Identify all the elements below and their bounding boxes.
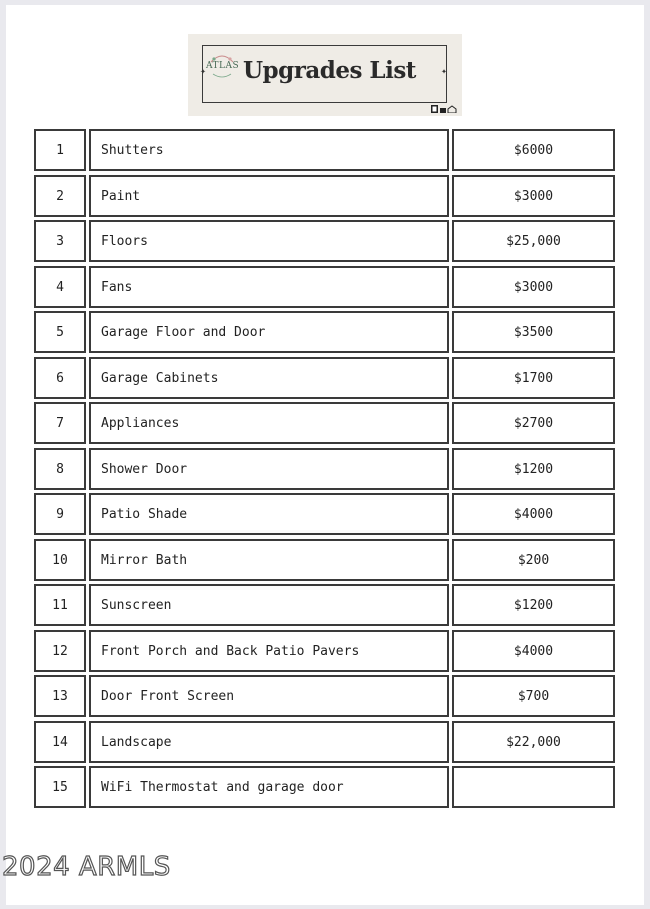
row-number: 7 [34, 402, 86, 444]
sparkle-icon: ✦ [200, 66, 207, 77]
row-number: 4 [34, 266, 86, 308]
row-item: Patio Shade [89, 493, 449, 535]
row-price: $4000 [452, 630, 615, 672]
row-number: 3 [34, 220, 86, 262]
row-price: $2700 [452, 402, 615, 444]
row-price: $4000 [452, 493, 615, 535]
table-row [0, 175, 650, 218]
row-item: Front Porch and Back Patio Pavers [89, 630, 449, 672]
row-item: Landscape [89, 721, 449, 763]
header-frame [202, 45, 447, 103]
row-item: Garage Cabinets [89, 357, 449, 399]
table-row [0, 766, 650, 809]
row-price: $25,000 [452, 220, 615, 262]
row-item: WiFi Thermostat and garage door [89, 766, 449, 808]
logo-text: ATLAS [206, 61, 240, 71]
row-item: Fans [89, 266, 449, 308]
row-number: 1 [34, 129, 86, 171]
header-banner [188, 34, 462, 116]
table-row [0, 539, 650, 582]
row-price: $22,000 [452, 721, 615, 763]
table-row [0, 630, 650, 673]
table-row [0, 675, 650, 718]
row-number: 9 [34, 493, 86, 535]
row-number: 11 [34, 584, 86, 626]
table-row [0, 220, 650, 263]
row-item: Paint [89, 175, 449, 217]
row-price: $3000 [452, 175, 615, 217]
row-number: 13 [34, 675, 86, 717]
row-price: $1700 [452, 357, 615, 399]
table-row [0, 311, 650, 354]
table-row [0, 721, 650, 764]
sparkle-icon: ✦ [441, 66, 448, 77]
row-price: $6000 [452, 129, 615, 171]
row-number: 6 [34, 357, 86, 399]
row-price: $200 [452, 539, 615, 581]
row-price [452, 766, 615, 808]
table-row [0, 448, 650, 491]
table-row [0, 266, 650, 309]
row-price: $700 [452, 675, 615, 717]
page-title: Upgrades List [243, 57, 416, 84]
table-row [0, 584, 650, 627]
row-number: 14 [34, 721, 86, 763]
table-row [0, 357, 650, 400]
row-item: Door Front Screen [89, 675, 449, 717]
row-price: $3500 [452, 311, 615, 353]
table-row [0, 129, 650, 172]
row-price: $1200 [452, 584, 615, 626]
row-item: Garage Floor and Door [89, 311, 449, 353]
row-item: Shower Door [89, 448, 449, 490]
row-number: 5 [34, 311, 86, 353]
row-number: 15 [34, 766, 86, 808]
row-item: Mirror Bath [89, 539, 449, 581]
table-row [0, 493, 650, 536]
watermark: 2024 ARMLS [2, 852, 171, 882]
realtor-equal-housing-icon [431, 105, 457, 113]
row-item: Sunscreen [89, 584, 449, 626]
row-price: $1200 [452, 448, 615, 490]
row-item: Floors [89, 220, 449, 262]
row-number: 10 [34, 539, 86, 581]
row-number: 2 [34, 175, 86, 217]
row-number: 8 [34, 448, 86, 490]
row-price: $3000 [452, 266, 615, 308]
row-item: Appliances [89, 402, 449, 444]
row-number: 12 [34, 630, 86, 672]
table-row [0, 402, 650, 445]
row-item: Shutters [89, 129, 449, 171]
